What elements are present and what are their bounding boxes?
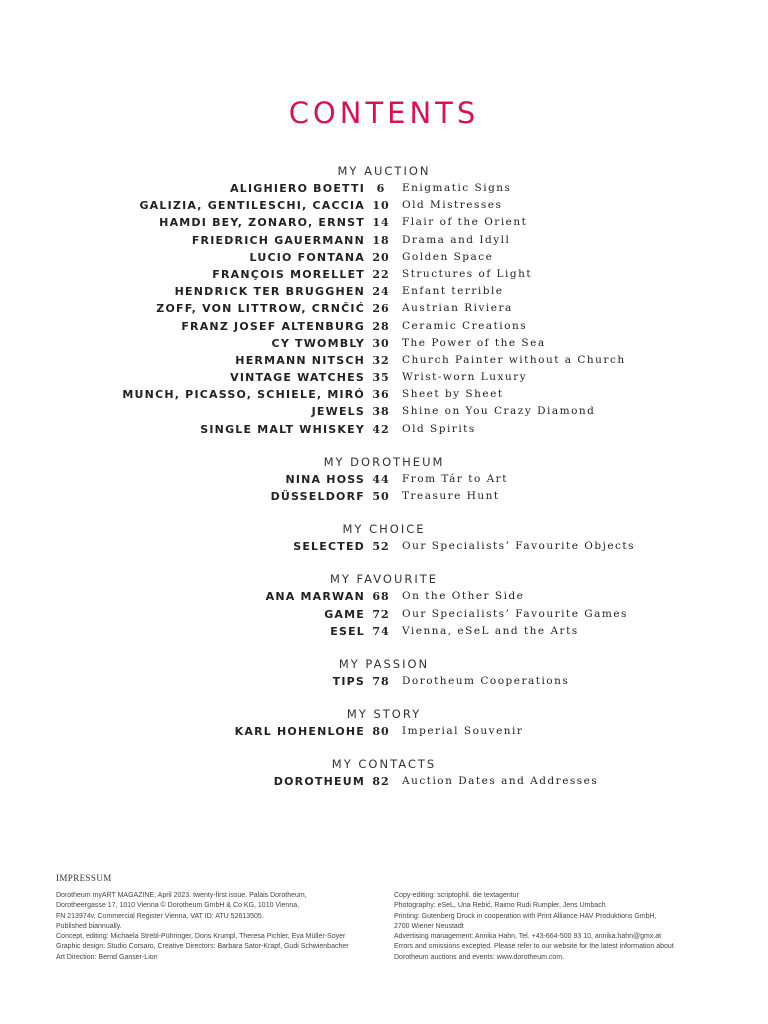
entry-artist: FRANZ JOSEF ALTENBURG [181,319,365,333]
entry-artist: FRANÇOIS MORELLET [212,267,365,281]
entry-page-number: 10 [372,199,390,213]
impressum-line: Concept, editing: Michaela Strebl-Pühringer, Doris Krumpl, Theresa Pichler, Eva Müller-Soyer [56,933,346,941]
toc-entry [0,471,768,488]
entry-page-number: 74 [372,624,390,638]
entry-artist: KARL HOHENLOHE [234,725,365,739]
section-heading: MY AUCTION [337,164,431,178]
impressum-line: Published biannually. [56,922,122,930]
toc-entry [0,623,768,640]
entry-artist: TIPS [332,674,365,688]
entry-page-number: 24 [372,285,390,299]
entry-topic: Treasure Hunt [402,490,500,502]
entry-artist: GAME [324,607,365,621]
entry-page-number: 52 [372,540,390,554]
entry-topic: Austrian Riviera [402,302,513,315]
entry-page-number: 32 [372,353,390,367]
entry-page-number: 80 [372,725,390,739]
toc-entry [0,214,768,231]
impressum-line: Printing: Gutenberg Druck in cooperation with Print Alliance HAV Produktions GmbH, [394,912,657,920]
entry-artist: DÜSSELDORF [270,490,365,503]
entry-artist: FRIEDRICH GAUERMANN [191,233,365,247]
toc-section [0,756,768,790]
toc-section [0,163,768,438]
entry-page-number: 20 [372,250,390,264]
entry-artist: DOROTHEUM [273,775,365,789]
toc-entry [0,266,768,283]
toc-entry [0,606,768,623]
impressum-line: Dorotheergasse 17, 1010 Vienna © Dorotheum GmbH & Co KG, 1010 Vienna, [56,902,300,910]
entry-topic: From Tár to Art [402,472,508,485]
entry-page-number: 36 [372,388,390,402]
toc-entry [0,232,768,249]
toc-section [0,656,768,690]
entry-topic: Imperial Souvenir [402,725,524,738]
toc-entry [0,180,768,197]
section-heading: MY CHOICE [342,522,426,537]
section-heading: MY DOROTHEUM [323,454,445,469]
entry-artist: NINA HOSS [285,472,365,486]
entry-artist: ANA MARWAN [265,590,365,604]
toc-entry [0,197,768,214]
impressum-line: FN 213974v, Commercial Register Vienna, VAT ID: ATU 52613505. [56,912,264,920]
entry-topic: Our Specialists’ Favourite Objects [402,540,636,553]
impressum-title: IMPRESSUM [56,873,112,883]
toc-entry [0,352,768,369]
impressum-line: Dorotheum auctions and events: www.dorotheum.com. [394,953,565,961]
impressum-line: Errors and omissions excepted. Please refer to our website for the latest information about [394,943,674,951]
entry-page-number: 35 [372,371,390,385]
toc-entry [0,588,768,605]
entry-topic: Golden Space [402,250,494,263]
toc-entry [0,249,768,266]
entry-artist: CY TWOMBLY [271,336,365,350]
impressum-line: Art Direction: Bernd Ganser-Lion [56,953,158,961]
entry-topic: Flair of the Orient [402,216,528,229]
entry-topic: Old Mistresses [402,199,503,212]
entry-page-number: 22 [372,267,390,281]
entry-topic: Vienna, eSeL and the Arts [402,624,579,637]
entry-topic: Wrist-worn Luxury [402,371,528,384]
entry-topic: Drama and Idyll [402,233,511,246]
entry-artist: ZOFF, VON LITTROW, CRNČIĆ [156,302,365,316]
entry-page-number: 38 [372,405,390,419]
entry-artist: SINGLE MALT WHISKEY [200,422,365,436]
section-heading: MY CONTACTS [331,757,437,772]
entry-page-number: 6 [376,182,386,195]
toc-entry [0,773,768,790]
toc-entry [0,283,768,300]
entry-page-number: 28 [372,319,390,333]
entry-page-number: 18 [372,233,390,247]
toc-entry [0,488,768,505]
entry-page-number: 30 [372,336,390,350]
toc-entry [0,673,768,690]
entry-topic: Our Specialists’ Favourite Games [402,607,628,620]
toc-section [0,706,768,740]
entry-topic: Church Painter without a Church [402,353,626,366]
entry-page-number: 50 [372,490,390,503]
page-title: CONTENTS [288,96,480,130]
entry-artist: HERMANN NITSCH [235,353,365,367]
entry-artist: GALIZIA, GENTILESCHI, CACCIA [139,199,365,213]
entry-topic: The Power of the Sea [402,336,546,349]
entry-page-number: 82 [372,775,390,789]
entry-topic: Dorotheum Cooperations [402,674,570,687]
toc-section [0,571,768,640]
entry-artist: SELECTED [293,540,365,554]
section-heading: MY STORY [346,707,422,722]
impressum-left-column [56,891,394,963]
toc-section [0,521,768,555]
impressum-line: Graphic design: Studio Corsaro, Creative Directors: Barbara Sator-Krapf, Gudi Schwienbacher [56,943,349,951]
toc-entry [0,300,768,317]
entry-topic: Enfant terrible [402,285,504,298]
impressum-line: Dorotheum myART MAGAZINE, April 2023. twenty-first issue. Palais Dorotheum, [56,892,307,899]
entry-topic: On the Other Side [402,590,525,603]
toc-entry [0,723,768,740]
table-of-contents [0,163,768,807]
impressum-line: Advertising management: Annika Hahn, Tel. +43-664-500 93 10, annika.hahn@gmx.at [394,933,662,941]
entry-topic: Auction Dates and Addresses [402,775,599,788]
entry-artist: ALIGHIERO BOETTI [230,182,365,195]
entry-page-number: 72 [372,607,390,621]
entry-artist: JEWELS [311,405,365,419]
entry-topic: Structures of Light [402,267,533,280]
entry-artist: MUNCH, PICASSO, SCHIELE, MIRÓ [122,388,365,402]
impressum [56,873,716,963]
toc-entry [0,403,768,420]
entry-topic: Sheet by Sheet [402,388,504,401]
impressum-right-column [394,891,674,963]
entry-artist: HAMDI BEY, ZONARO, ERNST [159,216,365,230]
entry-artist: LUCIO FONTANA [249,250,365,264]
entry-topic: Shine on You Crazy Diamond [402,405,596,418]
entry-artist: VINTAGE WATCHES [230,371,365,385]
toc-section [0,454,768,505]
toc-entry [0,386,768,403]
entry-page-number: 26 [372,302,390,316]
entry-topic: Enigmatic Signs [402,182,512,194]
entry-page-number: 14 [372,216,390,230]
impressum-line: 2700 Wiener Neustadt [394,922,464,930]
impressum-line: Copy-editing: scriptophil. die textagentur [394,892,519,899]
section-heading: MY PASSION [338,656,430,671]
toc-entry [0,369,768,386]
entry-page-number: 68 [372,590,390,604]
impressum-line: Photography: eSeL, Una Rebić, Raimo Rudi Rumpler, Jens Umbach [394,902,606,910]
entry-topic: Ceramic Creations [402,319,528,332]
toc-entry [0,335,768,352]
entry-page-number: 42 [372,422,390,436]
entry-topic: Old Spirits [402,422,476,435]
entry-artist: ESEL [330,624,365,638]
section-heading: MY FAVOURITE [329,572,439,587]
toc-entry [0,421,768,438]
entry-artist: HENDRICK TER BRUGGHEN [174,285,365,299]
entry-page-number: 44 [372,472,390,486]
entry-page-number: 78 [372,674,390,688]
toc-entry [0,318,768,335]
toc-entry [0,538,768,555]
